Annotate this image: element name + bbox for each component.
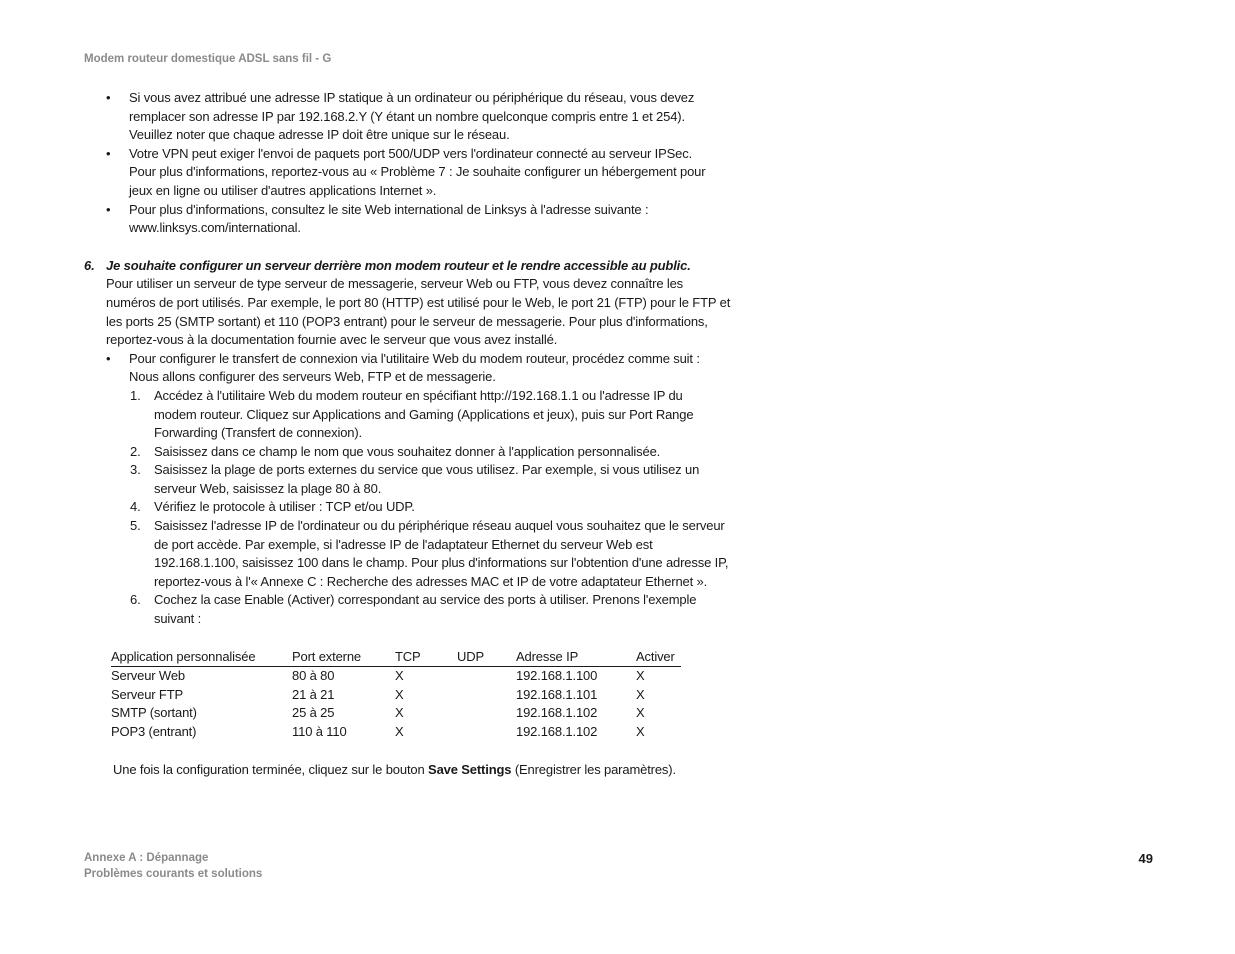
step-item [84, 443, 764, 462]
table-cell: Serveur Web [111, 668, 185, 684]
bullet-symbol: • [106, 350, 111, 366]
bullet-item [84, 201, 764, 238]
section-heading-text: Je souhaite configurer un serveur derrière mon modem routeur et le rendre accessible au public. [106, 257, 691, 273]
step-line: suivant : [154, 611, 202, 627]
step-item [84, 591, 764, 628]
column-header: Activer [636, 648, 681, 667]
column-header: Port externe [292, 648, 395, 667]
table-row [111, 723, 681, 742]
table-cell: X [395, 686, 404, 702]
table-cell: X [636, 705, 645, 721]
step-number: 6. [130, 592, 141, 608]
step-number: 4. [130, 499, 141, 515]
bullet-item [84, 89, 764, 145]
page-body [84, 89, 764, 779]
bullet-symbol: • [106, 90, 111, 105]
step-item [84, 517, 764, 591]
table-cell: X [395, 668, 404, 684]
bullet-line: jeux en ligne ou utiliser d'autres applications Internet ». [129, 182, 437, 198]
table-cell: 80 à 80 [292, 668, 335, 684]
port-forwarding-table [111, 648, 681, 742]
step-line: Saisissez l'adresse IP de l'ordinateur ou du périphérique réseau auquel vous souhaitez que le serveur [154, 518, 725, 534]
closing-text-before: Une fois la configuration terminée, cliquez sur le bouton [113, 761, 429, 777]
bullet-symbol: • [106, 145, 111, 161]
save-settings-label: Save Settings [428, 761, 512, 777]
table-cell: X [636, 668, 645, 684]
bullet-line: Nous allons configurer des serveurs Web, FTP et de messagerie. [129, 369, 496, 385]
page-footer [84, 850, 262, 882]
bullet-line: Votre VPN peut exiger l'envoi de paquets port 500/UDP vers l'ordinateur connecté au serveur IPSec. [129, 145, 693, 161]
table-cell [457, 667, 516, 686]
closing-instruction [84, 761, 764, 780]
table-cell: 21 à 21 [292, 686, 335, 702]
section-number: 6. [84, 257, 95, 273]
step-item [84, 387, 764, 443]
step-line: Forwarding (Transfert de connexion). [154, 425, 362, 441]
procedure-bullet [84, 350, 764, 387]
table-row [111, 667, 681, 686]
table-cell [457, 704, 516, 723]
column-header: UDP [457, 648, 516, 667]
column-header: Application personnalisée [111, 648, 292, 667]
table-cell: 192.168.1.102 [516, 724, 598, 739]
paragraph-line: numéros de port utilisés. Par exemple, le port 80 (HTTP) est utilisé pour le Web, le port 21 (FTP) pour le FTP et [106, 294, 731, 310]
step-line: Saisissez la plage de ports externes du service que vous utilisez. Par exemple, si vous utilisez un [154, 462, 700, 478]
bullet-line: Pour plus d'informations, reportez-vous au « Problème 7 : Je souhaite configurer un hébergement pour [129, 164, 706, 180]
step-number: 1. [130, 387, 141, 403]
table-cell: X [636, 686, 645, 702]
step-line: Vérifiez le protocole à utiliser : TCP et/ou UDP. [154, 499, 415, 515]
footer-chapter: Annexe A : Dépannage [84, 852, 209, 864]
table-header-row [111, 648, 681, 667]
bullet-symbol: • [106, 201, 111, 217]
running-header: Modem routeur domestique ADSL sans fil - G [84, 53, 332, 65]
bullet-item [84, 145, 764, 201]
step-line: de port accède. Par exemple, si l'adresse IP de l'adaptateur Ethernet du serveur Web est [154, 536, 653, 552]
step-line: 192.168.1.100, saisissez 100 dans le champ. Pour plus d'informations sur l'obtention d'une adresse IP, [154, 555, 729, 571]
step-line: Accédez à l'utilitaire Web du modem routeur en spécifiant http://192.168.1.1 ou l'adresse IP du [154, 387, 683, 403]
paragraph-line: reportez-vous à la documentation fournie avec le serveur que vous avez installé. [106, 332, 558, 348]
bullet-line: Veuillez noter que chaque adresse IP doit être unique sur le réseau. [129, 127, 510, 143]
table-cell: X [636, 724, 645, 739]
bullet-line: Si vous avez attribué une adresse IP statique à un ordinateur ou périphérique du réseau, vous devez [129, 90, 695, 105]
table-cell: Serveur FTP [111, 686, 184, 702]
table-cell: 25 à 25 [292, 705, 335, 721]
bullet-line: remplacer son adresse IP par 192.168.2.Y (Y étant un nombre quelconque compris entre 1 et 254). [129, 108, 685, 124]
section-paragraph [84, 275, 764, 349]
steps-list [84, 387, 764, 629]
paragraph-line: les ports 25 (SMTP sortant) et 110 (POP3 entrant) pour le serveur de messagerie. Pour plus d'informations, [106, 313, 708, 329]
footer-section: Problèmes courants et solutions [84, 868, 263, 880]
bullet-line: www.linksys.com/international. [129, 220, 301, 236]
step-line: modem routeur. Cliquez sur Applications and Gaming (Applications et jeux), puis sur Port Range [154, 406, 694, 422]
section-heading [84, 257, 764, 276]
step-line: Saisissez dans ce champ le nom que vous souhaitez donner à l'application personnalisée. [154, 443, 661, 459]
table-cell: SMTP (sortant) [111, 705, 197, 721]
step-number: 2. [130, 443, 141, 459]
table-cell [457, 723, 516, 742]
page-number: 49 [1138, 851, 1153, 866]
paragraph-line: Pour utiliser un serveur de type serveur de messagerie, serveur Web ou FTP, vous devez connaître les [106, 276, 684, 292]
column-header: Adresse IP [516, 648, 636, 667]
step-line: Cochez la case Enable (Activer) correspondant au service des ports à utiliser. Prenons l'exemple [154, 592, 697, 608]
step-number: 3. [130, 462, 141, 478]
step-line: reportez-vous à l'« Annexe C : Recherche des adresses MAC et IP de votre adaptateur Ethernet ». [154, 573, 708, 589]
step-item [84, 461, 764, 498]
step-item [84, 498, 764, 517]
step-line: serveur Web, saisissez la plage 80 à 80. [154, 480, 382, 496]
table-row [111, 686, 681, 705]
table-cell: POP3 (entrant) [111, 724, 197, 739]
table-row [111, 704, 681, 723]
step-number: 5. [130, 518, 141, 534]
bullet-list [84, 89, 764, 238]
bullet-line: Pour configurer le transfert de connexion via l'utilitaire Web du modem routeur, procédez comme suit : [129, 350, 700, 366]
table-cell: X [395, 724, 404, 739]
closing-text-after: (Enregistrer les paramètres). [511, 761, 676, 777]
table-cell: 192.168.1.102 [516, 705, 598, 721]
table-cell: X [395, 705, 404, 721]
table-cell: 110 à 110 [292, 724, 347, 739]
table-cell: 192.168.1.101 [516, 686, 598, 702]
bullet-line: Pour plus d'informations, consultez le site Web international de Linksys à l'adresse suivante : [129, 201, 649, 217]
table-cell [457, 686, 516, 705]
table-cell: 192.168.1.100 [516, 668, 598, 684]
column-header: TCP [395, 648, 457, 667]
